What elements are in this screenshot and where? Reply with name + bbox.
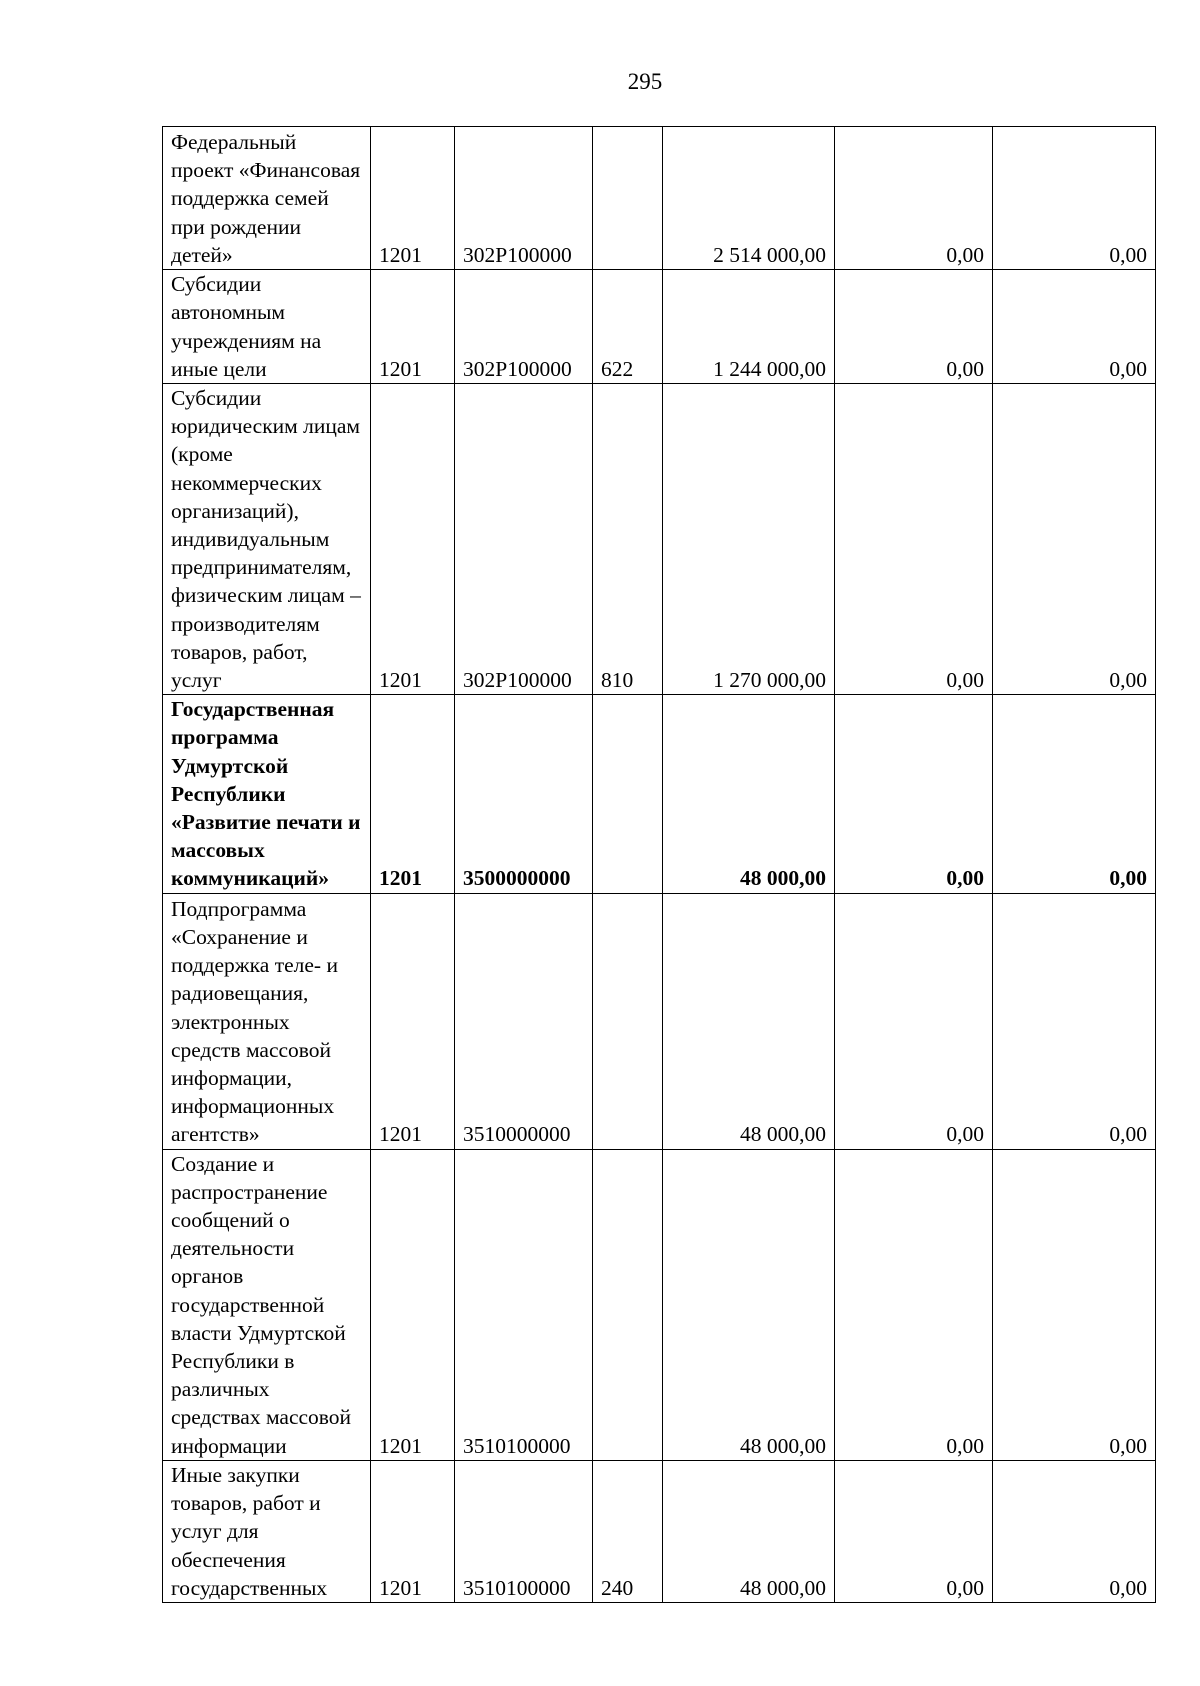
row-amount-1-cell <box>663 1460 835 1602</box>
table-row <box>163 695 1156 893</box>
row-name-cell <box>163 695 371 893</box>
row-amount-2-cell <box>835 127 993 270</box>
row-name-cell <box>163 893 371 1149</box>
row-name-text: Подпрограмма «Сохранение и поддержка теле- и радиовещания, электронных средств массовой информации, информационных агентств» <box>171 896 338 1147</box>
row-target-code-text: 302Р100000 <box>463 242 572 267</box>
row-amount-1-text: 2 514 000,00 <box>713 242 826 267</box>
row-section-text: 1201 <box>379 866 422 891</box>
table-row <box>163 384 1156 695</box>
row-target-code-text: 3510000000 <box>463 1122 571 1147</box>
row-amount-2-text: 0,00 <box>946 866 984 891</box>
row-amount-2-text: 0,00 <box>946 242 984 267</box>
row-section-text: 1201 <box>379 668 422 693</box>
row-name-cell <box>163 1149 371 1460</box>
row-name-text: Иные закупки товаров, работ и услуг для обеспечения государственных <box>171 1462 328 1600</box>
table-row <box>163 127 1156 270</box>
row-amount-1-text: 1 244 000,00 <box>713 356 826 381</box>
row-name-cell <box>163 127 371 270</box>
row-target-code-cell <box>455 270 593 384</box>
row-expense-type-cell <box>593 1460 663 1602</box>
row-target-code-text: 3500000000 <box>463 866 571 891</box>
row-name-cell <box>163 270 371 384</box>
row-expense-type-text: 240 <box>601 1575 634 1600</box>
table-row <box>163 893 1156 1149</box>
row-amount-2-cell <box>835 384 993 695</box>
row-expense-type-cell <box>593 893 663 1149</box>
row-amount-3-cell <box>993 1460 1156 1602</box>
row-target-code-text: 302Р100000 <box>463 668 572 693</box>
row-target-code-cell <box>455 1460 593 1602</box>
row-section-cell <box>371 127 455 270</box>
row-amount-3-cell <box>993 127 1156 270</box>
row-expense-type-text: 622 <box>601 356 634 381</box>
row-expense-type-cell <box>593 127 663 270</box>
row-amount-3-text: 0,00 <box>1109 356 1147 381</box>
row-amount-1-cell <box>663 1149 835 1460</box>
row-amount-3-text: 0,00 <box>1109 1122 1147 1147</box>
table-row <box>163 270 1156 384</box>
row-amount-1-text: 48 000,00 <box>740 1433 826 1458</box>
row-name-text: Субсидии юридическим лицам (кроме некоммерческих организаций), индивидуальным предпринимателям, физическим лицам – производителям товаров, работ, услуг <box>171 386 361 693</box>
row-amount-3-text: 0,00 <box>1109 242 1147 267</box>
row-section-cell <box>371 384 455 695</box>
row-amount-1-cell <box>663 893 835 1149</box>
row-section-text: 1201 <box>379 1575 422 1600</box>
row-section-cell <box>371 1149 455 1460</box>
row-amount-3-text: 0,00 <box>1109 866 1147 891</box>
row-target-code-cell <box>455 893 593 1149</box>
row-amount-3-cell <box>993 893 1156 1149</box>
row-amount-2-cell <box>835 270 993 384</box>
row-expense-type-cell <box>593 270 663 384</box>
row-name-text: Создание и распространение сообщений о деятельности органов государственной власти Удмуртской Республики в различных средствах массовой информации <box>171 1151 352 1458</box>
row-amount-2-cell <box>835 1149 993 1460</box>
row-amount-2-cell <box>835 893 993 1149</box>
row-section-cell <box>371 893 455 1149</box>
row-expense-type-text: 810 <box>601 668 634 693</box>
row-name-text: Субсидии автономным учреждениям на иные цели <box>171 272 322 381</box>
row-section-cell <box>371 695 455 893</box>
table-row <box>163 1460 1156 1602</box>
row-amount-2-text: 0,00 <box>946 356 984 381</box>
row-expense-type-cell <box>593 695 663 893</box>
row-amount-3-text: 0,00 <box>1109 1433 1147 1458</box>
row-section-text: 1201 <box>379 356 422 381</box>
row-expense-type-cell <box>593 1149 663 1460</box>
row-amount-1-text: 1 270 000,00 <box>713 668 826 693</box>
page-number: 295 <box>627 69 663 94</box>
row-amount-2-text: 0,00 <box>946 668 984 693</box>
budget-table <box>162 126 1156 1603</box>
table-body <box>163 127 1156 1603</box>
row-name-text: Государственная программа Удмуртской Республики «Развитие печати и массовых коммуникаций» <box>171 697 361 891</box>
row-target-code-cell <box>455 1149 593 1460</box>
row-target-code-cell <box>455 695 593 893</box>
row-amount-3-text: 0,00 <box>1109 1575 1147 1600</box>
row-target-code-text: 302Р100000 <box>463 356 572 381</box>
table-row <box>163 1149 1156 1460</box>
row-section-cell <box>371 270 455 384</box>
row-amount-1-cell <box>663 127 835 270</box>
row-amount-2-cell <box>835 1460 993 1602</box>
row-amount-1-text: 48 000,00 <box>740 1122 826 1147</box>
row-name-cell <box>163 1460 371 1602</box>
row-section-text: 1201 <box>379 1433 422 1458</box>
row-amount-1-text: 48 000,00 <box>740 1575 826 1600</box>
row-amount-2-cell <box>835 695 993 893</box>
row-target-code-cell <box>455 384 593 695</box>
row-amount-3-cell <box>993 1149 1156 1460</box>
row-amount-2-text: 0,00 <box>946 1575 984 1600</box>
row-name-text: Федеральный проект «Финансовая поддержка семей при рождении детей» <box>171 129 361 267</box>
row-amount-2-text: 0,00 <box>946 1433 984 1458</box>
row-expense-type-cell <box>593 384 663 695</box>
row-section-text: 1201 <box>379 242 422 267</box>
row-amount-3-cell <box>993 384 1156 695</box>
row-section-cell <box>371 1460 455 1602</box>
row-section-text: 1201 <box>379 1122 422 1147</box>
row-amount-3-cell <box>993 695 1156 893</box>
row-amount-3-cell <box>993 270 1156 384</box>
row-target-code-text: 3510100000 <box>463 1433 571 1458</box>
row-name-cell <box>163 384 371 695</box>
row-amount-2-text: 0,00 <box>946 1122 984 1147</box>
row-amount-1-cell <box>663 384 835 695</box>
row-amount-1-text: 48 000,00 <box>740 866 826 891</box>
row-target-code-cell <box>455 127 593 270</box>
row-amount-3-text: 0,00 <box>1109 668 1147 693</box>
row-amount-1-cell <box>663 695 835 893</box>
row-target-code-text: 3510100000 <box>463 1575 571 1600</box>
row-amount-1-cell <box>663 270 835 384</box>
